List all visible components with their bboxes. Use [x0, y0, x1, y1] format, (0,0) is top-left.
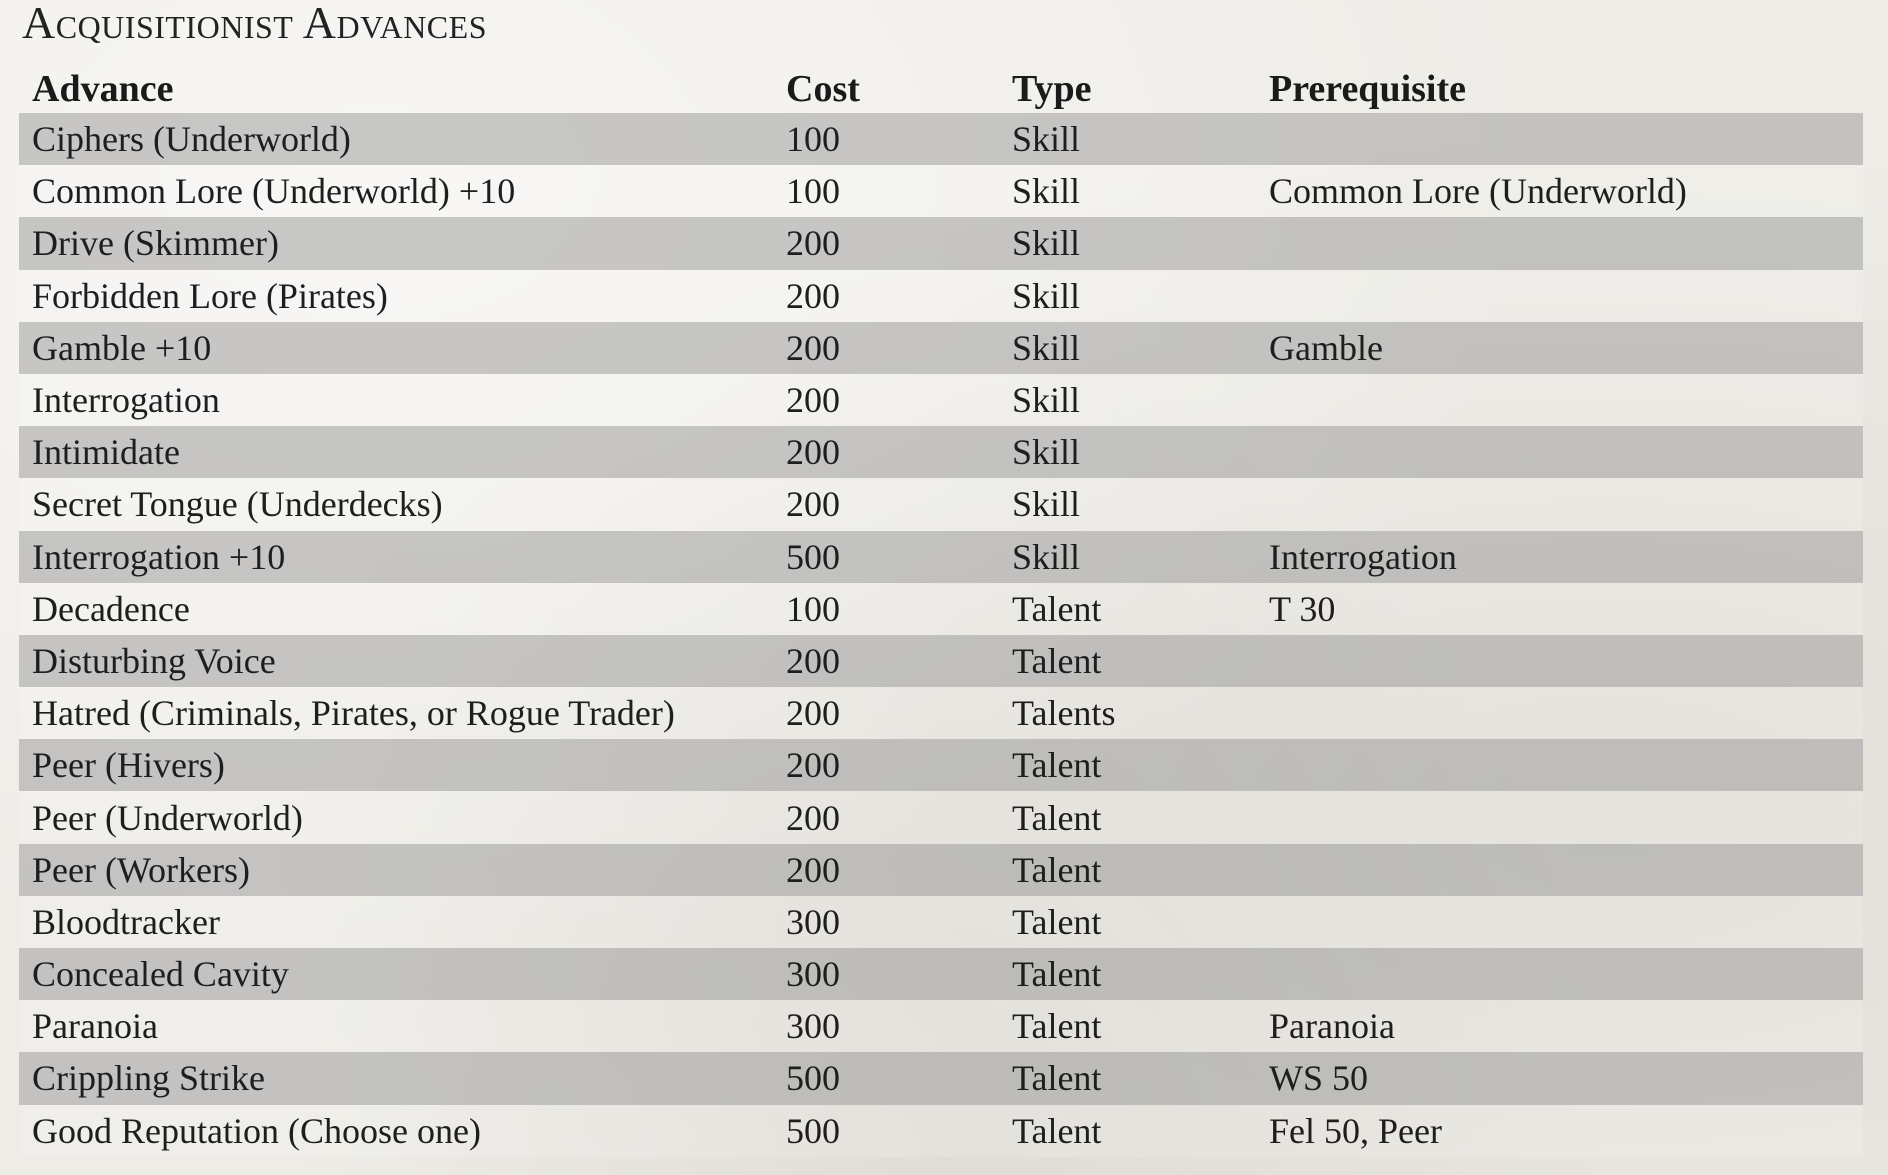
- header-type: Type: [1012, 67, 1092, 110]
- cell-advance: Peer (Workers): [19, 844, 773, 896]
- cell-type: Talents: [999, 687, 1256, 739]
- cell-type: Talent: [999, 1000, 1256, 1052]
- table-row: [19, 844, 1863, 896]
- cell-cost: 100: [773, 113, 999, 165]
- header-cost: Cost: [786, 67, 860, 110]
- header-advance: Advance: [32, 67, 174, 110]
- cell-prerequisite: [1256, 896, 1863, 948]
- cell-prerequisite: [1256, 687, 1863, 739]
- cell-type: Skill: [999, 322, 1256, 374]
- cell-prerequisite: [1256, 844, 1863, 896]
- cell-type: Skill: [999, 270, 1256, 322]
- table-row: [19, 948, 1863, 1000]
- cell-advance: Intimidate: [19, 426, 773, 478]
- table-row: [19, 896, 1863, 948]
- cell-advance: Ciphers (Underworld): [19, 113, 773, 165]
- cell-type: Talent: [999, 948, 1256, 1000]
- cell-prerequisite: Gamble: [1256, 322, 1863, 374]
- cell-advance: Decadence: [19, 583, 773, 635]
- cell-cost: 200: [773, 426, 999, 478]
- cell-advance: Drive (Skimmer): [19, 217, 773, 269]
- table-row: [19, 791, 1863, 843]
- cell-advance: Common Lore (Underworld) +10: [19, 165, 773, 217]
- cell-prerequisite: Common Lore (Underworld): [1256, 165, 1863, 217]
- cell-type: Talent: [999, 791, 1256, 843]
- table-title: Acquisitionist Advances: [22, 0, 487, 48]
- cell-advance: Interrogation +10: [19, 531, 773, 583]
- table-body: [19, 113, 1863, 1157]
- cell-cost: 200: [773, 791, 999, 843]
- cell-type: Talent: [999, 739, 1256, 791]
- cell-type: Talent: [999, 1052, 1256, 1104]
- advances-table: [19, 64, 1863, 1157]
- cell-type: Talent: [999, 583, 1256, 635]
- cell-cost: 200: [773, 270, 999, 322]
- cell-cost: 200: [773, 844, 999, 896]
- cell-prerequisite: [1256, 270, 1863, 322]
- cell-cost: 500: [773, 531, 999, 583]
- table-row: [19, 165, 1863, 217]
- table-row: [19, 478, 1863, 530]
- table-row: [19, 322, 1863, 374]
- cell-advance: Disturbing Voice: [19, 635, 773, 687]
- cell-advance: Peer (Hivers): [19, 739, 773, 791]
- table-row: [19, 270, 1863, 322]
- cell-cost: 500: [773, 1105, 999, 1157]
- cell-advance: Crippling Strike: [19, 1052, 773, 1104]
- table-row: [19, 426, 1863, 478]
- cell-prerequisite: [1256, 635, 1863, 687]
- cell-type: Skill: [999, 426, 1256, 478]
- cell-cost: 200: [773, 374, 999, 426]
- table-row: [19, 1000, 1863, 1052]
- cell-prerequisite: [1256, 478, 1863, 530]
- cell-advance: Gamble +10: [19, 322, 773, 374]
- header-prerequisite: Prerequisite: [1269, 67, 1466, 110]
- cell-cost: 300: [773, 948, 999, 1000]
- cell-cost: 100: [773, 583, 999, 635]
- cell-cost: 200: [773, 322, 999, 374]
- cell-advance: Concealed Cavity: [19, 948, 773, 1000]
- cell-type: Skill: [999, 531, 1256, 583]
- cell-type: Talent: [999, 896, 1256, 948]
- table-row: [19, 531, 1863, 583]
- cell-prerequisite: [1256, 948, 1863, 1000]
- cell-prerequisite: Paranoia: [1256, 1000, 1863, 1052]
- cell-cost: 100: [773, 165, 999, 217]
- cell-advance: Good Reputation (Choose one): [19, 1105, 773, 1157]
- header-row: [19, 64, 1863, 113]
- cell-advance: Secret Tongue (Underdecks): [19, 478, 773, 530]
- cell-cost: 300: [773, 1000, 999, 1052]
- cell-cost: 200: [773, 739, 999, 791]
- cell-advance: Interrogation: [19, 374, 773, 426]
- table-row: [19, 113, 1863, 165]
- cell-prerequisite: Interrogation: [1256, 531, 1863, 583]
- cell-type: Skill: [999, 165, 1256, 217]
- cell-advance: Peer (Underworld): [19, 791, 773, 843]
- cell-type: Talent: [999, 844, 1256, 896]
- table-row: [19, 1105, 1863, 1157]
- cell-advance: Forbidden Lore (Pirates): [19, 270, 773, 322]
- cell-type: Talent: [999, 635, 1256, 687]
- cell-advance: Hatred (Criminals, Pirates, or Rogue Trader): [19, 687, 773, 739]
- cell-prerequisite: Fel 50, Peer: [1256, 1105, 1863, 1157]
- cell-type: Skill: [999, 217, 1256, 269]
- cell-cost: 300: [773, 896, 999, 948]
- cell-advance: Paranoia: [19, 1000, 773, 1052]
- table-row: [19, 374, 1863, 426]
- cell-type: Skill: [999, 478, 1256, 530]
- cell-prerequisite: [1256, 791, 1863, 843]
- table-row: [19, 635, 1863, 687]
- table-row: [19, 583, 1863, 635]
- cell-cost: 200: [773, 687, 999, 739]
- cell-prerequisite: [1256, 217, 1863, 269]
- cell-prerequisite: WS 50: [1256, 1052, 1863, 1104]
- cell-cost: 200: [773, 635, 999, 687]
- cell-cost: 200: [773, 217, 999, 269]
- cell-type: Skill: [999, 374, 1256, 426]
- table-row: [19, 217, 1863, 269]
- cell-type: Skill: [999, 113, 1256, 165]
- table-row: [19, 1052, 1863, 1104]
- cell-prerequisite: [1256, 426, 1863, 478]
- cell-cost: 200: [773, 478, 999, 530]
- cell-advance: Bloodtracker: [19, 896, 773, 948]
- cell-prerequisite: [1256, 113, 1863, 165]
- table-row: [19, 687, 1863, 739]
- cell-prerequisite: [1256, 739, 1863, 791]
- table-row: [19, 739, 1863, 791]
- cell-cost: 500: [773, 1052, 999, 1104]
- cell-prerequisite: T 30: [1256, 583, 1863, 635]
- cell-type: Talent: [999, 1105, 1256, 1157]
- cell-prerequisite: [1256, 374, 1863, 426]
